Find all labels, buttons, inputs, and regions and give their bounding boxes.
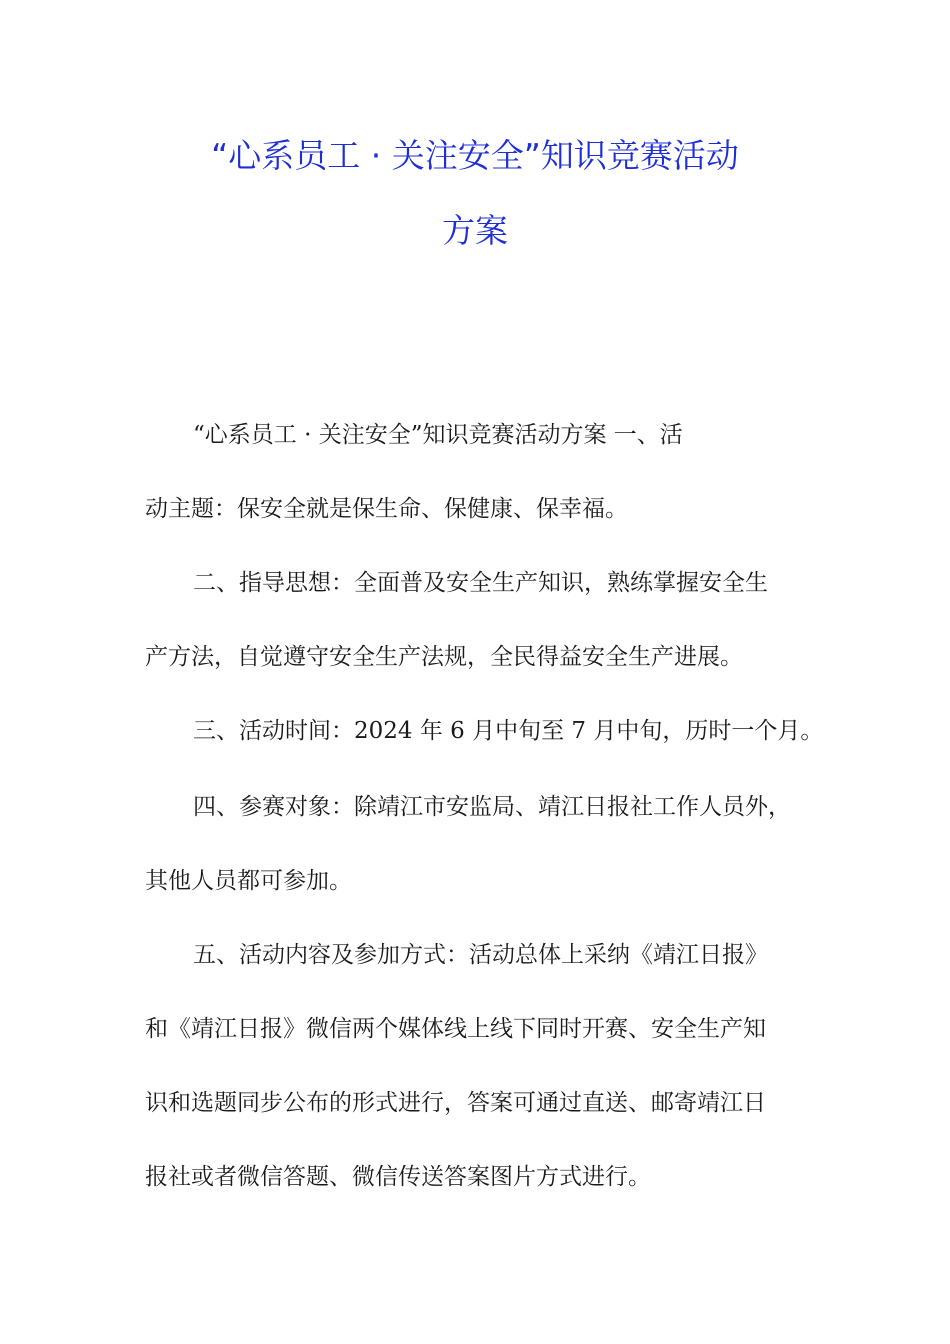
paragraph-activity-theme: [145, 398, 805, 546]
paragraph-line: 报社或者微信答题、微信传送答案图片方式进行。: [145, 1164, 651, 1190]
paragraph-line: 四、参赛对象：除靖江市安监局、靖江日报社工作人员外，: [193, 794, 791, 820]
paragraph-line: 其他人员都可参加。: [145, 868, 352, 894]
document-title-line-2: 方案: [442, 211, 508, 250]
paragraph-line: 识和选题同步公布的形式进行，答案可通过直送、邮寄靖江日: [145, 1090, 766, 1116]
paragraph-line: 五、活动内容及参加方式：活动总体上采纳《靖江日报》: [193, 942, 768, 968]
paragraph-line: “心系员工 · 关注安全”知识竞赛活动方案 一、活: [193, 422, 683, 448]
paragraph-activity-time: [145, 694, 824, 768]
paragraph-line: 产方法，自觉遵守安全生产法规，全民得益安全生产进展。: [145, 644, 743, 670]
paragraph-line: 三、活动时间：2024 年 6 月中旬至 7 月中旬，历时一个月。: [193, 718, 824, 744]
document-title-line-1: “心系员工 · 关注安全”知识竞赛活动: [211, 136, 739, 175]
paragraph-line: 动主题：保安全就是保生命、保健康、保幸福。: [145, 496, 628, 522]
paragraph-participants: [145, 770, 805, 918]
paragraph-activity-content: [145, 918, 805, 1214]
paragraph-guiding-idea: [145, 546, 805, 694]
paragraph-line: 二、指导思想：全面普及安全生产知识，熟练掌握安全生: [193, 570, 768, 596]
paragraph-line: 和《靖江日报》微信两个媒体线上线下同时开赛、安全生产知: [145, 1016, 766, 1042]
